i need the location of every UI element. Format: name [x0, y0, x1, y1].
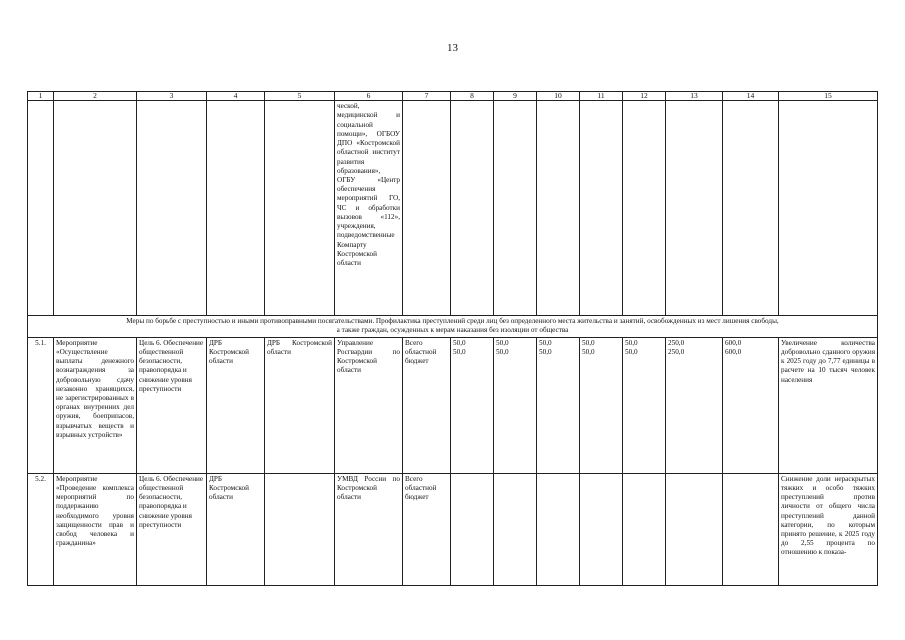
col-header: 8 — [451, 92, 494, 101]
value-cell — [666, 337, 723, 473]
section-heading-row — [28, 316, 878, 337]
value-cell — [494, 337, 537, 473]
col-header: 2 — [54, 92, 137, 101]
col-header: 10 — [537, 92, 580, 101]
col-header: 6 — [335, 92, 403, 101]
source-total: Всего — [405, 338, 423, 347]
section-heading-line: а также граждан, осужденных к мерам наказания без изоляции от общества — [336, 326, 569, 335]
value-total: 250,0 — [668, 338, 685, 347]
result-cell: Увеличение количества добровольно сданного оружия к 2025 году до 7,77 единицы в расчете на 10 тысяч человек населения — [779, 337, 878, 473]
value-regional: 600,0 — [725, 347, 742, 356]
table-cell — [723, 101, 779, 316]
table-row — [28, 337, 878, 473]
table-cell — [451, 101, 494, 316]
value-cell — [623, 473, 666, 585]
value-regional: 50,0 — [496, 347, 509, 356]
value-cell — [451, 473, 494, 585]
col-header: 11 — [580, 92, 623, 101]
value-cell — [537, 473, 580, 585]
column-number-row — [28, 92, 878, 101]
participants-cell: ческой, медицинской и социальной помощи», ОГБОУ ДПО «Костромской областной институт развития образования», ОГБУ «Центр обеспечения мероприятий ГО, ЧС и обработки вызовов «112», учреждения, подведомственные Компарту Костромской области — [335, 101, 403, 316]
program-table — [27, 91, 878, 586]
table-cell — [265, 101, 335, 316]
table-cell — [403, 101, 451, 316]
continuation-row — [28, 101, 878, 316]
col-header: 14 — [723, 92, 779, 101]
value-total: 50,0 — [625, 338, 638, 347]
result-cell: Снижение доли нераскрытых тяжких и особо тяжких преступлений против личности от общего числа преступлений данной категории, по которым принято решение, к 2025 году до 2,55 процента по отношению к показа- — [779, 473, 878, 585]
table-cell — [54, 101, 137, 316]
page-number: 13 — [447, 42, 458, 54]
value-cell — [723, 473, 779, 585]
col-header: 5 — [265, 92, 335, 101]
section-heading — [28, 316, 878, 337]
executor-cell — [265, 473, 335, 585]
value-cell — [623, 337, 666, 473]
col-header: 9 — [494, 92, 537, 101]
section-heading-line: Меры по борьбе с преступностью и иными противоправными посягательствами. Профилактика преступлений среди лиц без определенного места жительства и занятий, освобожденных из мест лишения свободы, — [126, 317, 779, 326]
row-number: 5.1. — [28, 337, 54, 473]
table-row — [28, 473, 878, 585]
value-regional: 50,0 — [625, 347, 638, 356]
value-total: 600,0 — [725, 338, 742, 347]
value-regional: 50,0 — [539, 347, 552, 356]
value-cell — [580, 473, 623, 585]
table-cell — [666, 101, 723, 316]
value-regional: 50,0 — [582, 347, 595, 356]
source-regional: областной бюджет — [405, 483, 437, 502]
value-total: 50,0 — [453, 338, 466, 347]
table-cell — [137, 101, 207, 316]
col-header: 4 — [207, 92, 265, 101]
activity-cell: Мероприятие «Проведение комплекса мероприятий по поддержанию необходимого уровня защищенности прав и свобод человека и гражданина» — [54, 473, 137, 585]
value-total: 50,0 — [582, 338, 595, 347]
value-regional: 250,0 — [668, 347, 685, 356]
table-cell — [537, 101, 580, 316]
coordinator-cell: ДРБ Костромской области — [207, 473, 265, 585]
table-cell — [580, 101, 623, 316]
col-header: 12 — [623, 92, 666, 101]
value-cell — [666, 473, 723, 585]
col-header: 3 — [137, 92, 207, 101]
activity-cell: Мероприятие «Осуществление выплаты денежного вознаграждения за добровольную сдачу незаконно хранящихся, не зарегистрированных в органах внутренних дел оружия, боеприпасов, взрывчатых веществ и взрывных устройств» — [54, 337, 137, 473]
col-header: 1 — [28, 92, 54, 101]
source-regional: областной бюджет — [405, 347, 437, 366]
coordinator-cell: ДРБ Костромской области — [207, 337, 265, 473]
table-cell — [28, 101, 54, 316]
row-number: 5.2. — [28, 473, 54, 585]
source-total: Всего — [405, 474, 423, 483]
table-cell — [779, 101, 878, 316]
table-cell — [623, 101, 666, 316]
source-cell — [403, 337, 451, 473]
col-header: 15 — [779, 92, 878, 101]
value-cell — [580, 337, 623, 473]
source-cell — [403, 473, 451, 585]
goal-cell: Цель 6. Обеспечение общественной безопасности, правопорядка и снижение уровня преступности — [137, 473, 207, 585]
col-header: 13 — [666, 92, 723, 101]
value-total: 50,0 — [496, 338, 509, 347]
participant-cell: УМВД России по Костромской области — [335, 473, 403, 585]
table-cell — [207, 101, 265, 316]
value-cell — [723, 337, 779, 473]
goal-cell: Цель 6. Обеспечение общественной безопасности, правопорядка и снижение уровня преступности — [137, 337, 207, 473]
value-cell — [494, 473, 537, 585]
value-cell — [451, 337, 494, 473]
col-header: 7 — [403, 92, 451, 101]
value-regional: 50,0 — [453, 347, 466, 356]
participant-cell: Управление Росгвардии по Костромской области — [335, 337, 403, 473]
value-total: 50,0 — [539, 338, 552, 347]
table-cell — [494, 101, 537, 316]
executor-cell: ДРБ Костромской области — [265, 337, 335, 473]
value-cell — [537, 337, 580, 473]
